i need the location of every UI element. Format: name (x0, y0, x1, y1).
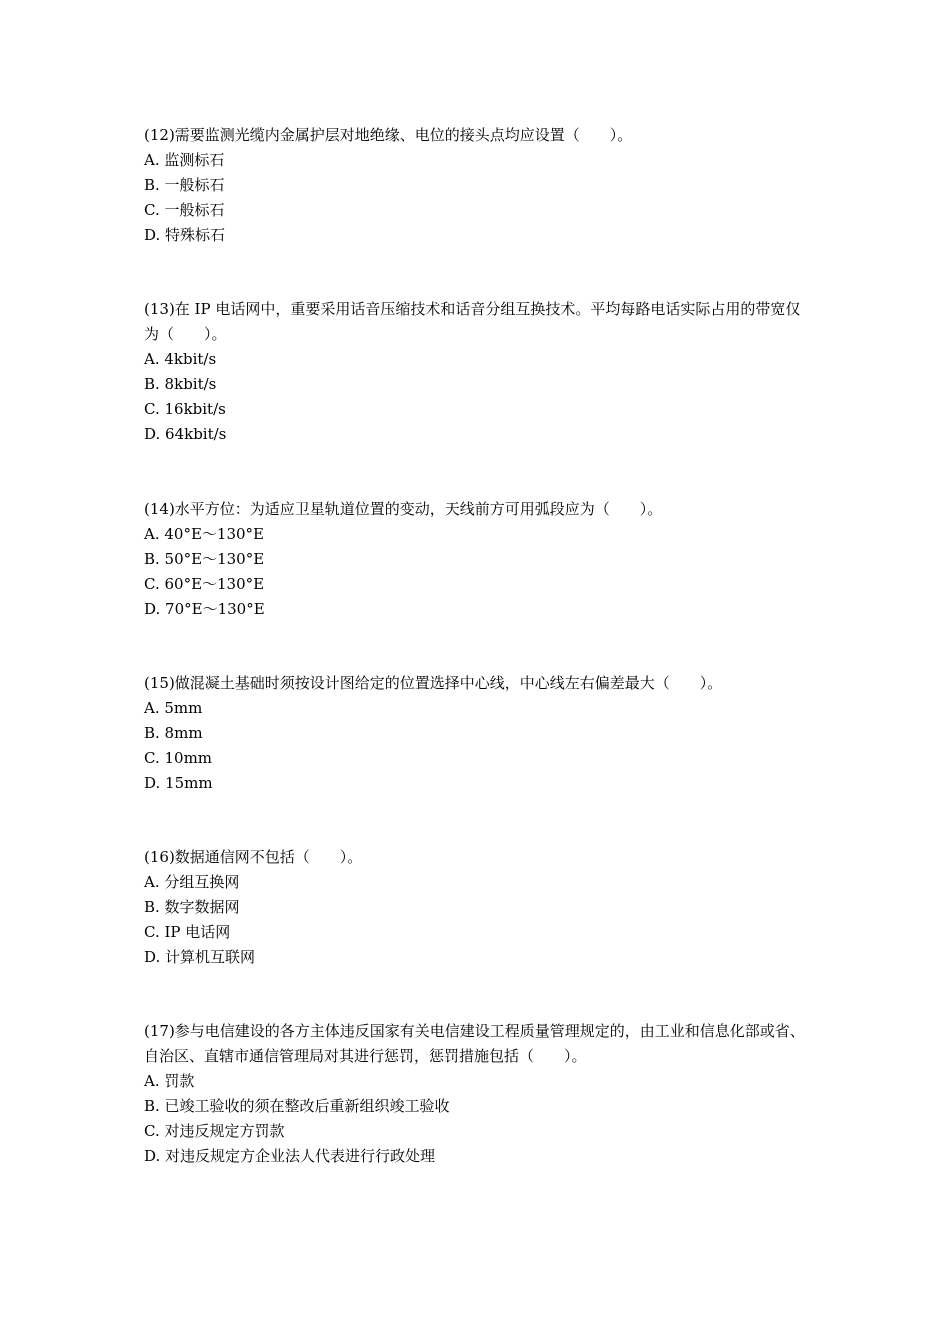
option-b: B. 一般标石 (144, 176, 225, 194)
option-a: A. 罚款 (144, 1072, 195, 1090)
option-c: C. 对违反规定方罚款 (144, 1122, 285, 1140)
option-a: A. 4kbit/s (144, 350, 217, 368)
option-b: B. 8mm (144, 724, 203, 742)
option-b: B. 已竣工验收的须在整改后重新组织竣工验收 (144, 1097, 450, 1115)
question-stem: (17)参与电信建设的各方主体违反国家有关电信建设工程质量管理规定的，由工业和信息化部或省、自治区、直辖市通信管理局对其进行惩罚，惩罚措施包括（ ）。 (144, 1022, 805, 1065)
option-c: C. 10mm (144, 749, 213, 767)
option-d: D. 对违反规定方企业法人代表进行行政处理 (144, 1147, 436, 1165)
question-stem: (14)水平方位：为适应卫星轨道位置的变动，天线前方可用弧段应为（ ）。 (144, 500, 663, 518)
option-d: D. 15mm (144, 774, 213, 792)
question-stem: (16)数据通信网不包括（ ）。 (144, 848, 363, 866)
option-a: A. 5mm (144, 699, 203, 717)
question-stem: (12)需要监测光缆内金属护层对地绝缘、电位的接头点均应设置（ ）。 (144, 126, 633, 144)
question-stem: (15)做混凝土基础时须按设计图给定的位置选择中心线，中心线左右偏差最大（ ）。 (144, 674, 723, 692)
question-13 (144, 297, 814, 447)
question-17 (144, 1019, 814, 1169)
option-b: B. 50°E～130°E (144, 550, 265, 568)
question-16 (144, 845, 814, 970)
question-14 (144, 497, 814, 622)
option-b: B. 数字数据网 (144, 898, 240, 916)
option-a: A. 40°E～130°E (144, 525, 264, 543)
option-b: B. 8kbit/s (144, 375, 217, 393)
option-c: C. 一般标石 (144, 201, 225, 219)
question-stem: (13)在 IP 电话网中，重要采用话音压缩技术和话音分组互换技术。平均每路电话实际占用的带宽仅为（ ）。 (144, 300, 801, 343)
option-d: D. 64kbit/s (144, 425, 227, 443)
option-d: D. 70°E～130°E (144, 600, 265, 618)
option-c: C. IP 电话网 (144, 923, 231, 941)
option-c: C. 60°E～130°E (144, 575, 265, 593)
option-d: D. 特殊标石 (144, 226, 226, 244)
question-15 (144, 671, 814, 796)
option-c: C. 16kbit/s (144, 400, 226, 418)
option-d: D. 计算机互联网 (144, 948, 256, 966)
question-12 (144, 123, 814, 248)
option-a: A. 监测标石 (144, 151, 225, 169)
option-a: A. 分组互换网 (144, 873, 240, 891)
